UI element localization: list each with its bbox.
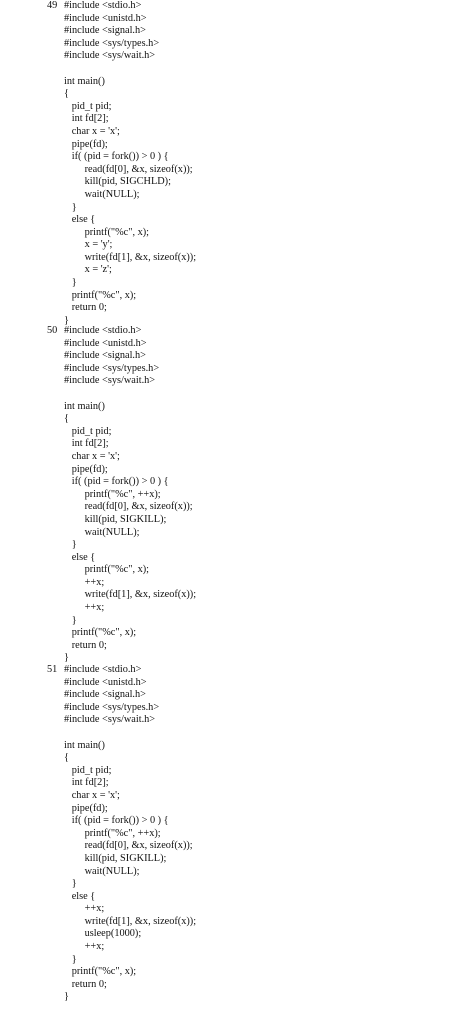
code-line: } xyxy=(64,991,69,1003)
code-line xyxy=(64,63,196,76)
code-line: pipe(fd); xyxy=(64,138,108,150)
code-line: read(fd[0], &x, sizeof(x)); xyxy=(64,163,193,175)
code-line: write(fd[1], &x, sizeof(x)); xyxy=(64,589,197,601)
code-line: } xyxy=(64,201,77,213)
code-line: printf("%c", ++x); xyxy=(64,488,161,500)
code-line: write(fd[1], &x, sizeof(x)); xyxy=(64,251,197,263)
code-line: ++x; xyxy=(64,576,105,588)
code-line: wait(NULL); xyxy=(64,188,140,200)
code-line: { xyxy=(64,413,69,425)
code-line: return 0; xyxy=(64,978,107,990)
code-line: if( (pid = fork()) > 0 ) { xyxy=(64,151,169,163)
code-line: } xyxy=(64,277,77,289)
code-block xyxy=(64,664,196,1004)
code-line: read(fd[0], &x, sizeof(x)); xyxy=(64,501,193,513)
problem-number: 51 xyxy=(47,664,58,675)
code-line: pipe(fd); xyxy=(64,802,108,814)
code-line: #include <sys/types.h> xyxy=(64,37,160,49)
code-line: read(fd[0], &x, sizeof(x)); xyxy=(64,840,193,852)
code-line: int fd[2]; xyxy=(64,438,109,450)
code-line: printf("%c", x); xyxy=(64,627,137,639)
code-line: ++x; xyxy=(64,941,105,953)
code-line: { xyxy=(64,88,69,100)
code-line: #include <stdio.h> xyxy=(64,0,142,11)
code-line: pid_t pid; xyxy=(64,425,112,437)
code-line: return 0; xyxy=(64,302,107,314)
code-line: #include <sys/wait.h> xyxy=(64,714,156,726)
code-line: ++x; xyxy=(64,602,105,614)
code-line: pipe(fd); xyxy=(64,463,108,475)
code-line: #include <signal.h> xyxy=(64,689,146,701)
code-line: } xyxy=(64,314,69,326)
code-line: #include <sys/types.h> xyxy=(64,701,160,713)
code-line: printf("%c", x); xyxy=(64,289,137,301)
code-line: x = 'z'; xyxy=(64,264,112,276)
code-line: pid_t pid; xyxy=(64,764,112,776)
code-line: printf("%c", x); xyxy=(64,564,150,576)
code-line: kill(pid, SIGCHLD); xyxy=(64,176,171,188)
problem-number: 50 xyxy=(47,325,58,336)
code-line: int fd[2]; xyxy=(64,777,109,789)
code-line: pid_t pid; xyxy=(64,100,112,112)
code-line: if( (pid = fork()) > 0 ) { xyxy=(64,476,169,488)
code-block xyxy=(64,0,196,327)
code-line: write(fd[1], &x, sizeof(x)); xyxy=(64,915,197,927)
code-line: wait(NULL); xyxy=(64,526,140,538)
code-line: #include <unistd.h> xyxy=(64,12,147,24)
code-line: char x = 'x'; xyxy=(64,125,120,137)
code-line xyxy=(64,388,196,401)
code-line: #include <stdio.h> xyxy=(64,325,142,336)
code-line: int main() xyxy=(64,739,105,751)
code-line: char x = 'x'; xyxy=(64,450,120,462)
code-line: #include <sys/types.h> xyxy=(64,362,160,374)
problem-number: 49 xyxy=(47,0,58,11)
code-line: else { xyxy=(64,551,96,563)
code-line: printf("%c", x); xyxy=(64,966,137,978)
code-line: } xyxy=(64,539,77,551)
code-line: if( (pid = fork()) > 0 ) { xyxy=(64,815,169,827)
code-line: #include <unistd.h> xyxy=(64,337,147,349)
code-line: } xyxy=(64,614,77,626)
code-line: { xyxy=(64,752,69,764)
code-line: ++x; xyxy=(64,903,105,915)
code-line: } xyxy=(64,953,77,965)
code-line: } xyxy=(64,652,69,664)
code-line: #include <signal.h> xyxy=(64,350,146,362)
code-line: usleep(1000); xyxy=(64,928,142,940)
code-line: char x = 'x'; xyxy=(64,789,120,801)
code-line: printf("%c", x); xyxy=(64,226,150,238)
code-line: } xyxy=(64,878,77,890)
code-line: wait(NULL); xyxy=(64,865,140,877)
code-line: #include <sys/wait.h> xyxy=(64,375,156,387)
code-line: return 0; xyxy=(64,639,107,651)
code-line: #include <unistd.h> xyxy=(64,676,147,688)
code-line: else { xyxy=(64,214,96,226)
code-line: kill(pid, SIGKILL); xyxy=(64,513,167,525)
code-line: kill(pid, SIGKILL); xyxy=(64,852,167,864)
code-line: printf("%c", ++x); xyxy=(64,827,161,839)
code-line: int main() xyxy=(64,400,105,412)
code-line: int fd[2]; xyxy=(64,113,109,125)
code-line: #include <signal.h> xyxy=(64,25,146,37)
code-line: else { xyxy=(64,890,96,902)
code-line: int main() xyxy=(64,75,105,87)
code-line: x = 'y'; xyxy=(64,239,113,251)
code-line: #include <stdio.h> xyxy=(64,664,142,675)
code-block xyxy=(64,325,196,665)
code-line xyxy=(64,727,196,740)
code-line: #include <sys/wait.h> xyxy=(64,50,156,62)
